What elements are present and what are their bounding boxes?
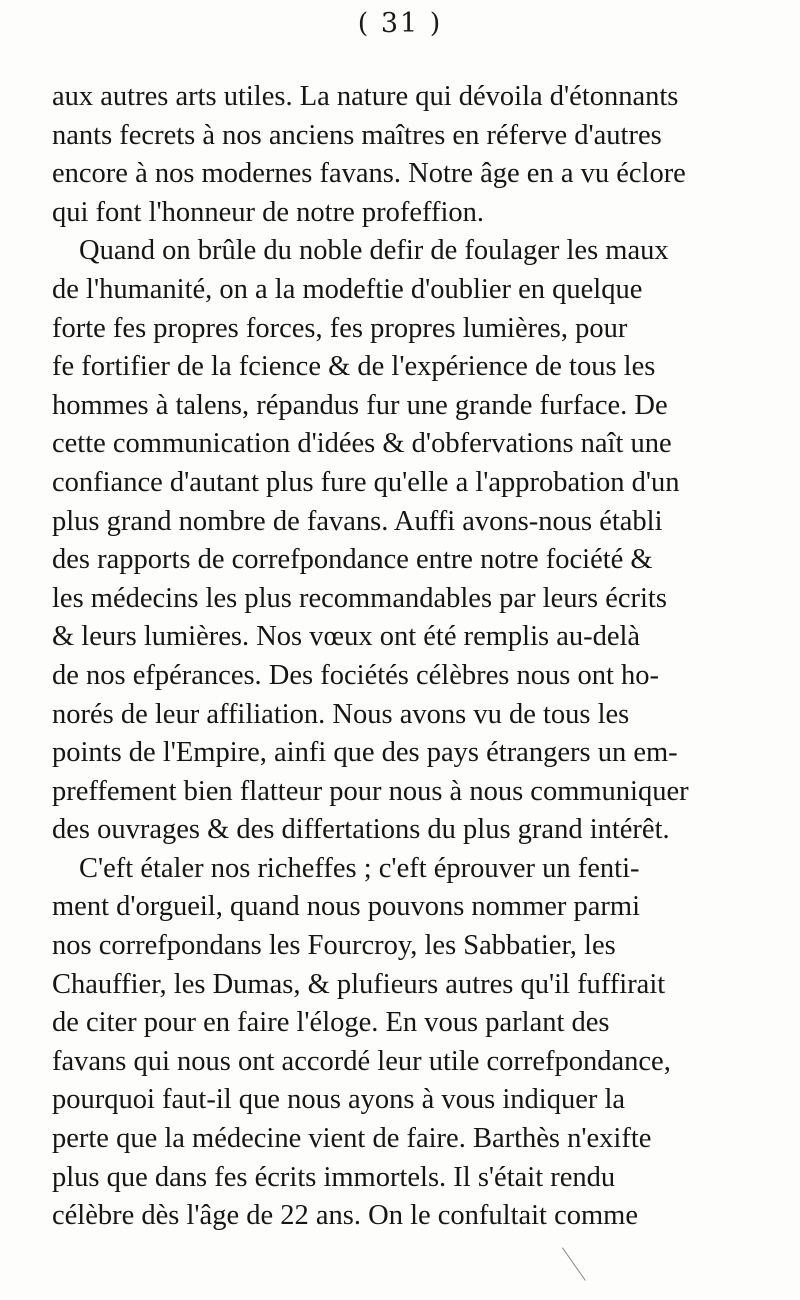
text-line: norés de leur affiliation. Nous avons vu de tous les xyxy=(52,698,630,730)
text-line: de l'humanité, on a la modeftie d'oublier en quelque xyxy=(52,273,643,305)
page-number: ( 31 ) xyxy=(357,8,443,39)
text-line: de nos efpérances. Des fociétés célèbres nous ont ho- xyxy=(52,659,659,691)
stray-ink-mark xyxy=(562,1247,586,1280)
text-line: confiance d'autant plus fure qu'elle a l'approbation d'un xyxy=(52,466,680,498)
text-line: plus grand nombre de favans. Auffi avons-nous établi xyxy=(52,505,663,537)
text-line: Quand on brûle du noble defir de foulager les maux xyxy=(79,235,669,267)
text-line: favans qui nous ont accordé leur utile correfpondance, xyxy=(52,1045,671,1077)
text-line: C'eft étaler nos richeffes ; c'eft éprouver un fenti- xyxy=(79,852,640,884)
text-line: de citer pour en faire l'éloge. En vous parlant des xyxy=(52,1007,610,1039)
text-line: nants fecrets à nos anciens maîtres en réferve d'autres xyxy=(52,119,662,151)
text-line: forte fes propres forces, fes propres lumières, pour xyxy=(52,312,628,344)
text-line: perte que la médecine vient de faire. Barthès n'exifte xyxy=(52,1123,652,1155)
text-line: cette communication d'idées & d'obfervations naît une xyxy=(52,428,672,460)
text-line: & leurs lumières. Nos vœux ont été remplis au-delà xyxy=(52,621,641,653)
text-line: célèbre dès l'âge de 22 ans. On le confultait comme xyxy=(52,1200,638,1232)
text-line: aux autres arts utiles. La nature qui dévoila d'étonnants xyxy=(52,81,679,112)
text-line: Chauffier, les Dumas, & plufieurs autres qu'il fuffirait xyxy=(52,968,666,1000)
text-line: plus que dans fes écrits immortels. Il s'était rendu xyxy=(52,1161,616,1193)
body-text xyxy=(52,78,767,1236)
text-line: points de l'Empire, ainfi que des pays étrangers un em- xyxy=(52,737,678,769)
text-line: pourquoi faut-il que nous ayons à vous indiquer la xyxy=(52,1084,626,1116)
text-line: qui font l'honneur de notre profeffion. xyxy=(52,196,484,228)
text-line: hommes à talens, répandus fur une grande furface. De xyxy=(52,389,668,421)
text-line: preffement bien flatteur pour nous à nous communiquer xyxy=(52,775,689,807)
text-line: les médecins les plus recommandables par leurs écrits xyxy=(52,582,667,614)
text-line: des ouvrages & des differtations du plus grand intérêt. xyxy=(52,814,670,846)
text-line: nos correfpondans les Fourcroy, les Sabbatier, les xyxy=(52,930,616,962)
text-line: des rapports de correfpondance entre notre fociété & xyxy=(52,544,653,576)
text-line: ment d'orgueil, quand nous pouvons nommer parmi xyxy=(52,891,640,923)
text-line: fe fortifier de la fcience & de l'expérience de tous les xyxy=(52,351,656,383)
text-line: encore à nos modernes favans. Notre âge en a vu éclore xyxy=(52,158,686,190)
